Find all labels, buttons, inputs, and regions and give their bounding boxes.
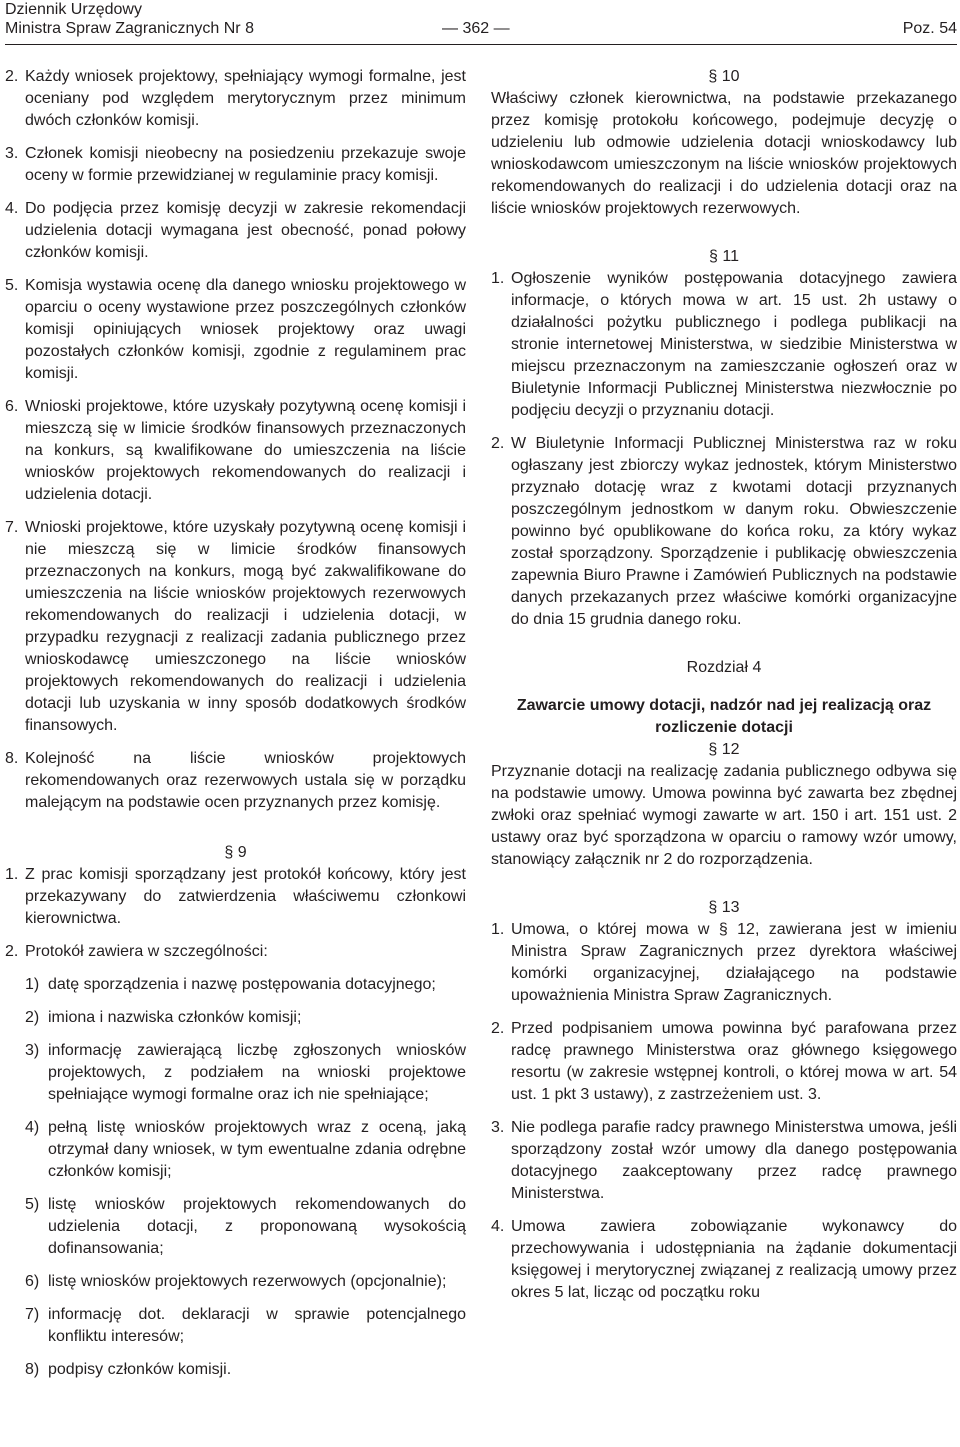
sub-item-text: listę wniosków projektowych rezerwowych (opcjonalnie); <box>48 1273 447 1290</box>
item-text: Ogłoszenie wyników postępowania dotacyjnego zawiera informacje, o których mowa w art. 15 ust. 2h ustawy o działalności pożytku publicznego i podlega publikacji na stronie internetowej Ministerstwa, w siedzibie Ministerstwa w miejscu przeznaczonym na zamieszczanie ogłoszeń oraz w Biuletynie Informacji Publicznej Ministerstwa niezwłocznie po podjęciu decyzji o przyznaniu dotacji. <box>511 270 957 419</box>
item-text: Umowa, o której mowa w § 12, zawierana jest w imieniu Ministra Spraw Zagranicznych przez dyrektora właściwej komórki organizacyjnej, działającego na podstawie upoważnienia Ministra Spraw Zagranicznych. <box>511 921 957 1004</box>
item-number: 1. <box>5 866 19 883</box>
item-text: W Biuletynie Informacji Publicznej Ministerstwa raz w roku ogłaszany jest zbiorczy wykaz jednostek, którym Ministerstwo przyznało dotację wraz z kwotami dotacji przyznanych poszczególnym jednostkom w danym roku. Obwieszczenie powinno być opublikowane do końca roku, za który wykaz został sporządzony. Sporządzenie i publikację obwieszczenia zapewnia Biuro Prawne i Zamówień Publicznych na podstawie danych przekazanych przez właściwe komórki organizacyjne do dnia 15 grudnia danego roku. <box>511 435 957 628</box>
journal-subtitle: Ministra Spraw Zagranicznych Nr 8 <box>5 20 254 37</box>
item-number: 4. <box>5 200 19 217</box>
item-text: Przed podpisaniem umowa powinna być parafowana przez radcę prawnego Ministerstwa oraz głównego księgowego resortu (w zakresie wstępnej kontroli, o której mowa w art. 54 ust. 1 pkt 3 ustawy), z zastrzeżeniem ust. 3. <box>511 1020 957 1103</box>
item-text: Wnioski projektowe, które uzyskały pozytywną ocenę komisji i nie mieszczą się w limicie środków finansowych przeznaczonych na konkurs, mogą być zakwalifikowane do umieszczenia na liście wniosków projektowych rezerwowych rekomendowanych do realizacji i udzielenia dotacji, w przypadku rezygnacji z realizacji zadania publicznego przez wnioskodawcę umieszczonego na liście wniosków projektowych rekomendowanych do realizacji i udzielenia dotacji lub uzyskania w inny sposób dodatkowych środków finansowych. <box>25 519 466 734</box>
list-item <box>491 1216 957 1304</box>
list-item <box>5 66 466 132</box>
sub-item-number: 4) <box>25 1119 40 1136</box>
item-number: 2. <box>5 68 19 85</box>
sub-item-text: listę wniosków projektowych rekomendowanych do udzielenia dotacji, z proponowaną wysokością dofinansowania; <box>48 1196 466 1257</box>
sub-item-text: imiona i nazwiska członków komisji; <box>48 1009 302 1026</box>
item-number: 7. <box>5 519 19 536</box>
list-item <box>5 143 466 187</box>
sub-item-number: 1) <box>25 976 40 993</box>
section-12-heading: § 12 <box>708 741 740 758</box>
sub-item <box>5 1271 466 1293</box>
sub-item-text: datę sporządzenia i nazwę postępowania dotacyjnego; <box>48 976 436 993</box>
item-text: Do podjęcia przez komisję decyzji w zakresie rekomendacji udzielenia dotacji wymagana jest obecność, ponad połowy członków komisji. <box>25 200 466 261</box>
sub-item-number: 2) <box>25 1009 40 1026</box>
list-item <box>491 919 957 1007</box>
sub-item-number: 7) <box>25 1306 40 1323</box>
item-number: 4. <box>491 1218 505 1235</box>
list-item <box>5 198 466 264</box>
item-text: Każdy wniosek projektowy, spełniający wymogi formalne, jest oceniany pod względem merytorycznym przez minimum dwóch członków komisji. <box>25 68 466 129</box>
list-item <box>5 748 466 814</box>
section-10-heading: § 10 <box>708 68 740 85</box>
sub-item-number: 8) <box>25 1361 40 1378</box>
item-number: 5. <box>5 277 19 294</box>
list-item <box>5 275 466 385</box>
section-9-heading: § 9 <box>224 844 247 861</box>
item-number: 6. <box>5 398 19 415</box>
sub-item-number: 5) <box>25 1196 40 1213</box>
sub-item-text: informację dot. deklaracji w sprawie potencjalnego konfliktu interesów; <box>48 1306 466 1345</box>
sub-item-number: 3) <box>25 1042 40 1059</box>
sub-item-text: informację zawierającą liczbę zgłoszonych wniosków projektowych, z podziałem na wnioski projektowe spełniające wymogi formalne oraz ich nie spełniające; <box>48 1042 466 1103</box>
item-text: Z prac komisji sporządzany jest protokół końcowy, który jest przekazywany do zatwierdzenia właściwemu członkowi kierownictwa. <box>25 866 466 927</box>
list-item <box>491 1018 957 1106</box>
position-number: Poz. 54 <box>902 20 957 37</box>
chapter-title: Zawarcie umowy dotacji, nadzór nad jej realizacją oraz rozliczenie dotacji <box>516 697 932 736</box>
item-number: 2. <box>5 943 19 960</box>
item-number: 1. <box>491 270 505 287</box>
sub-item-text: pełną listę wniosków projektowych wraz z oceną, jaką otrzymał dany wniosek, w tym ewentualne zdania odrębne członków komisji; <box>48 1119 466 1180</box>
sub-item <box>5 1040 466 1106</box>
list-item <box>5 517 466 737</box>
list-item <box>5 941 466 963</box>
section-11-heading: § 11 <box>709 248 739 265</box>
item-number: 1. <box>491 921 505 938</box>
item-text: Członek komisji nieobecny na posiedzeniu przekazuje swoje oceny w formie przewidzianej w regulaminie pracy komisji. <box>25 145 466 184</box>
item-number: 2. <box>491 1020 505 1037</box>
item-number: 3. <box>491 1119 505 1136</box>
sub-item <box>5 1304 466 1348</box>
item-text: Komisja wystawia ocenę dla danego wniosku projektowego w oparciu o oceny wystawione przez poszczególnych członków komisji opiniujących wniosek projektowy oraz uwagi pozostałych członków komisji, zgodnie z regulaminem prac komisji. <box>25 277 466 382</box>
list-item <box>5 396 466 506</box>
page-header <box>5 0 957 45</box>
item-text: Protokół zawiera w szczególności: <box>25 943 268 960</box>
section-13-heading: § 13 <box>708 899 740 916</box>
journal-title: Dziennik Urzędowy <box>5 1 142 18</box>
item-number: 8. <box>5 750 19 767</box>
item-text: Kolejność na liście wniosków projektowych rekomendowanych oraz rezerwowych ustala się w porządku malejącym na podstawie ocen przyznanych przez komisję. <box>25 750 466 811</box>
item-text: Nie podlega parafie radcy prawnego Ministerstwa umowa, jeśli sporządzony został wzór umowy dla danego postępowania dotacyjnego zaakceptowany przez radcę prawnego Ministerstwa. <box>511 1119 957 1202</box>
item-text: Umowa zawiera zobowiązanie wykonawcy do przechowywania i udostępniania na żądanie dokumentacji księgowej i merytorycznej związanej z realizacją umowy przez okres 5 lat, licząc od początku roku <box>511 1218 957 1301</box>
section-10-text: Właściwy członek kierownictwa, na podstawie przekazanego przez komisję protokołu końcowego, podejmuje decyzję o udzieleniu lub odmowie udzielenia dotacji wnioskodawcy lub wnioskodawcom umieszczonym na liście wniosków projektowych rekomendowanych do realizacji i do udzielenia dotacji oraz na liście wniosków projektowych rezerwowych. <box>491 90 957 217</box>
list-item <box>491 433 957 631</box>
section-12-text: Przyznanie dotacji na realizację zadania publicznego odbywa się na podstawie umowy. Umowa powinna być zawarta bez zbędnej zwłoki oraz spełniać wymogi zawarte w art. 150 i art. 151 ust. 2 ustawy oraz być sporządzona w oparciu o ramowy wzór umowy, stanowiący załącznik nr 2 do rozporządzenia. <box>491 763 957 868</box>
sub-item <box>5 1359 466 1381</box>
list-item <box>491 1117 957 1205</box>
sub-item-text: podpisy członków komisji. <box>48 1361 232 1378</box>
sub-item <box>5 974 466 996</box>
sub-item <box>5 1117 466 1183</box>
item-number: 2. <box>491 435 505 452</box>
list-item <box>491 268 957 422</box>
sub-item-number: 6) <box>25 1273 40 1290</box>
item-number: 3. <box>5 145 19 162</box>
right-column <box>491 66 957 1315</box>
page-number: — 362 — <box>442 20 510 37</box>
chapter-label: Rozdział 4 <box>686 659 762 676</box>
sub-item <box>5 1194 466 1260</box>
left-column <box>5 66 466 1392</box>
sub-item <box>5 1007 466 1029</box>
list-item <box>5 864 466 930</box>
item-text: Wnioski projektowe, które uzyskały pozytywną ocenę komisji i mieszczą się w limicie środków finansowych przeznaczonych na konkurs, są kwalifikowane do umieszczenia na liście wniosków projektowych rekomendowanych do realizacji i udzielenia dotacji. <box>25 398 466 503</box>
